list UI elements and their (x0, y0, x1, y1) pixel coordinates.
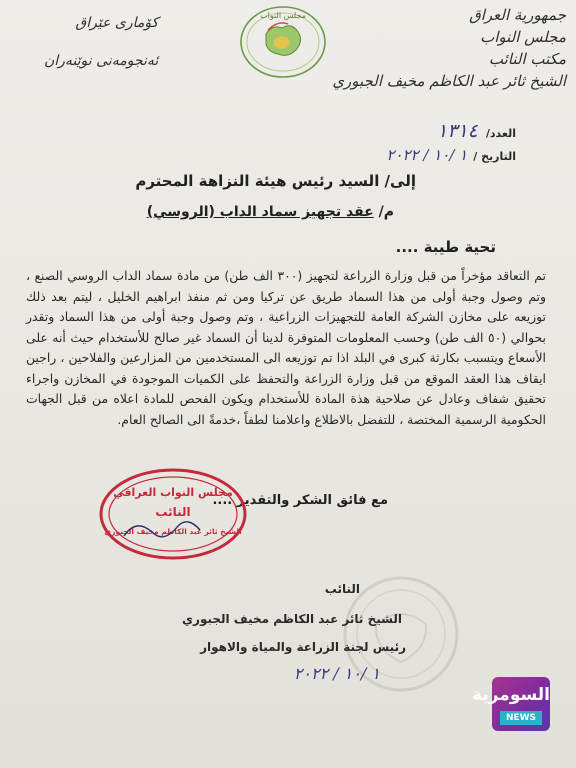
number-label: العدد/ (485, 127, 516, 140)
official-stamp (96, 466, 250, 562)
signature-role: رئيس لجنة الزراعة والمياة والاهوار (200, 640, 406, 654)
watermark-tag: NEWS (500, 711, 542, 725)
reference-date (386, 146, 516, 164)
addressee: إلى/ السيد رئيس هيئة النزاهة المحترم (135, 172, 416, 190)
watermark-brand: السومرية (472, 685, 550, 705)
parliament-emblem-logo (238, 4, 328, 80)
subject-line (147, 204, 394, 220)
letterhead-council-kurdish: ئه‌نجومه‌نی نوێنه‌ران (44, 53, 159, 69)
date-value: ١ /١٠ / ٢٠٢٢ (386, 146, 468, 164)
letterhead-office: مكتب النائب (488, 50, 566, 68)
signature-name: الشيخ ثائر عبد الكاظم مخيف الجبوري (182, 612, 402, 626)
news-watermark-logo (472, 677, 550, 731)
letterhead-council: مجلس النواب (480, 28, 566, 46)
reference-number (437, 120, 516, 142)
date-label: التاريخ / (473, 150, 516, 163)
subject-prefix: م/ (378, 204, 394, 220)
letter-body: تم التعاقد مؤخراً من قبل وزارة الزراعة لتجهيز (٣٠٠ الف طن) من مادة سماد الداب الروسي الصنع ، وتم وصول وجبة أولى من هذا السماد طريق عن تركيا ومن ثم منفذ ابراهيم الخليل ، ليتم بعد ذلك توزيعه على مخازن الشركة العامة للتجهيزات الزراعية ، وتم وصول وجبة أولى من هذا السماد وتقدر بحوالي (٥٠ الف طن) وحسب المعلومات المتوفرة لدينا أن السماد غير صالح للأستخدام حيث أنه على الأسعاع ويتسبب بكارثة كبرى في البلد اذا تم توزيعه الى المستخدمين من المزارعين والفلاحين ، راجين ايقاف هذا العقد الموقع من قبل وزارة الزراعة والتحفظ على الكميات الموجودة في المخازن واجراء تحقيق شفاف وعادل عن صلاحية هذة المادة للأستخدام ويكون الفحص للمادة اعلاه من قبل الجهات الحكومية الرسمية المختصة ، للتفضل بالاطلاع واعلامنا لطفاً ،خدمةً الى الصالح العام. (26, 268, 546, 427)
letterhead-country-kurdish: كۆماری عێراق (75, 15, 159, 31)
signature-title: النائب (324, 582, 360, 596)
letterhead-country: جمهورية العراق (469, 6, 566, 24)
stamp-line-3: الشيخ ثائر عبد الكاظم مخيف الجبوري (104, 527, 242, 536)
letterhead-left (44, 4, 158, 80)
stamp-line-1: مجلس النواب العراقي (113, 486, 233, 499)
closing-line: مع فائق الشكر والتقدير .... (212, 493, 388, 508)
emblem-caption: مجلس النواب (260, 11, 306, 20)
letterhead-right (332, 4, 566, 92)
letterhead-member: الشيخ ثائر عبد الكاظم مخيف الجبوري (332, 72, 566, 90)
greeting: تحية طيبة .... (395, 238, 496, 256)
number-value: ١٣١٤ (437, 120, 478, 142)
stamp-line-2: النائب (155, 505, 191, 519)
subject-text: عقد تجهيز سماد الداب (الروسي) (146, 204, 374, 220)
signature-date: ١ /١٠ / ٢٠٢٢ (293, 664, 380, 683)
